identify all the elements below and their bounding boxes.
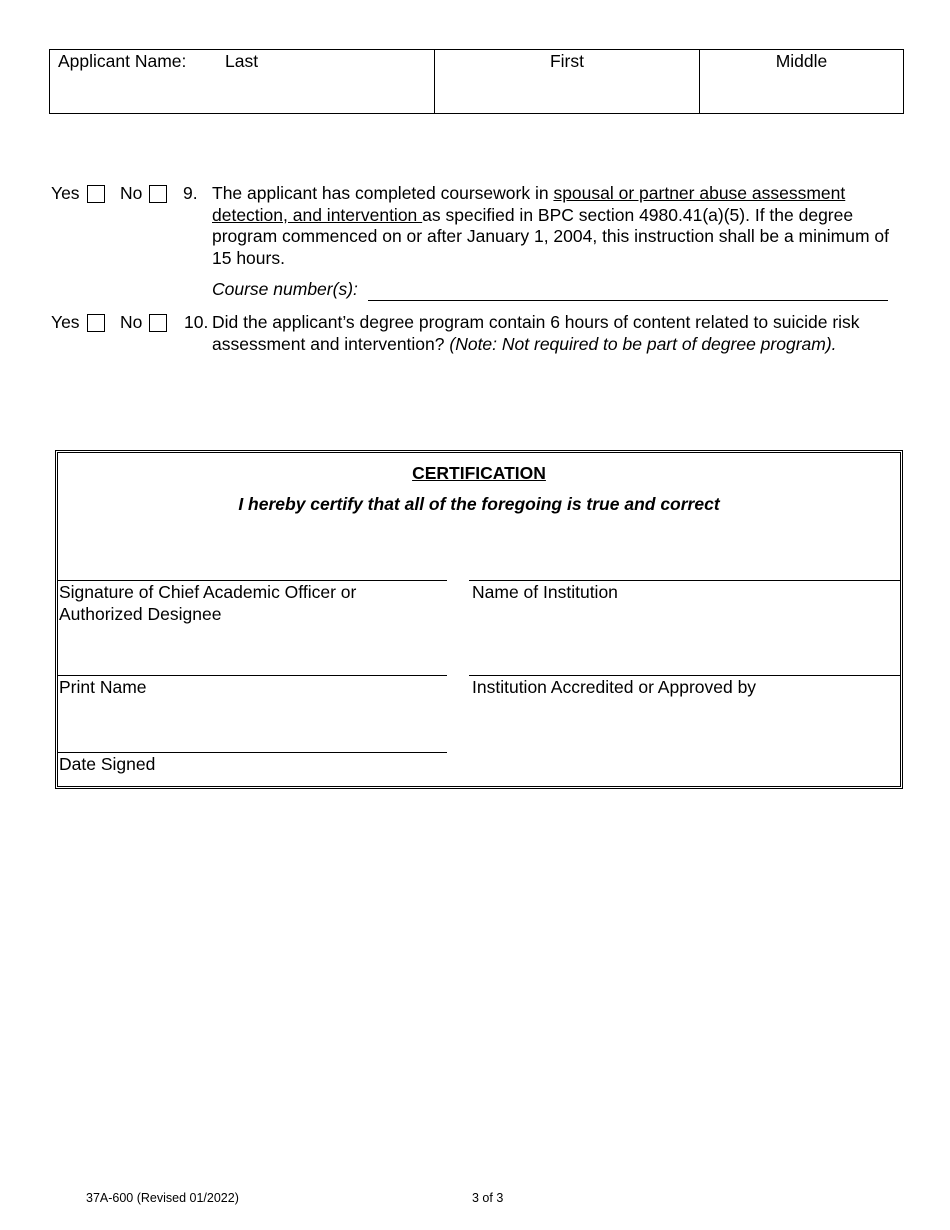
q9-number: 9. [183, 183, 198, 203]
q10-note: (Note: Not required to be part of degree program). [449, 333, 837, 354]
q10-text-main: Did the applicant’s degree program contain 6 hours of content related to suicide risk assessment and intervention? [212, 312, 860, 354]
q9-no-option [120, 183, 167, 205]
q10-no-option [120, 312, 167, 334]
first-name-label: First [549, 51, 585, 71]
q9-text [212, 183, 902, 269]
signature-label-line1: Signature of Chief Academic Officer or [59, 582, 357, 602]
q10-text [212, 312, 872, 355]
middle-name-field[interactable] [699, 50, 903, 113]
q9-no-checkbox[interactable] [149, 185, 167, 203]
q9-yes-checkbox[interactable] [87, 185, 105, 203]
q9-course-input[interactable] [368, 284, 888, 301]
q9-yes-option [51, 183, 105, 205]
footer-form-id: 37A-600 (Revised 01/2022) [86, 1191, 239, 1205]
certification-statement: I hereby certify that all of the foregoing is true and correct [238, 494, 720, 514]
q10-yes-label: Yes [51, 312, 80, 332]
signature-line[interactable] [58, 580, 447, 581]
q10-number: 10. [184, 312, 209, 332]
middle-name-label: Middle [775, 51, 828, 71]
q9-text-pre: The applicant has completed coursework in [212, 183, 554, 203]
footer-page-number: 3 of 3 [472, 1191, 504, 1205]
accredited-line[interactable] [469, 675, 901, 676]
q10-yes-checkbox[interactable] [87, 314, 105, 332]
print-name-label: Print Name [59, 677, 147, 697]
q9-text-post: as specified in BPC section 4980.41(a)(5). If the degree program commenced on or after January 1, 2004, this instruction shall be a minimum of 15 hours. [212, 204, 889, 268]
last-name-label: Last [225, 51, 259, 71]
signature-label-line2: Authorized Designee [59, 603, 222, 624]
date-signed-line[interactable] [58, 752, 447, 753]
q10-no-label: No [120, 312, 143, 332]
q10-yes-option [51, 312, 105, 334]
q9-no-label: No [120, 183, 143, 203]
first-name-field[interactable] [434, 50, 699, 113]
q9-course-label: Course number(s): [212, 279, 358, 299]
applicant-name-table [49, 49, 904, 114]
q10-no-checkbox[interactable] [149, 314, 167, 332]
accredited-label: Institution Accredited or Approved by [472, 677, 757, 697]
institution-label: Name of Institution [472, 582, 618, 602]
last-name-field[interactable] [50, 50, 434, 113]
question-9 [51, 183, 901, 303]
question-10 [51, 312, 901, 382]
institution-line[interactable] [469, 580, 901, 581]
date-signed-label: Date Signed [59, 754, 156, 774]
q9-text-underlined: spousal or partner abuse assessment detection, and intervention [212, 183, 846, 225]
signature-label [59, 582, 356, 625]
certification-title: CERTIFICATION [412, 463, 546, 483]
print-name-line[interactable] [58, 675, 447, 676]
q9-course-row [212, 279, 888, 301]
applicant-name-label: Applicant Name: [58, 51, 187, 71]
q9-yes-label: Yes [51, 183, 80, 203]
certification-box [55, 450, 903, 789]
